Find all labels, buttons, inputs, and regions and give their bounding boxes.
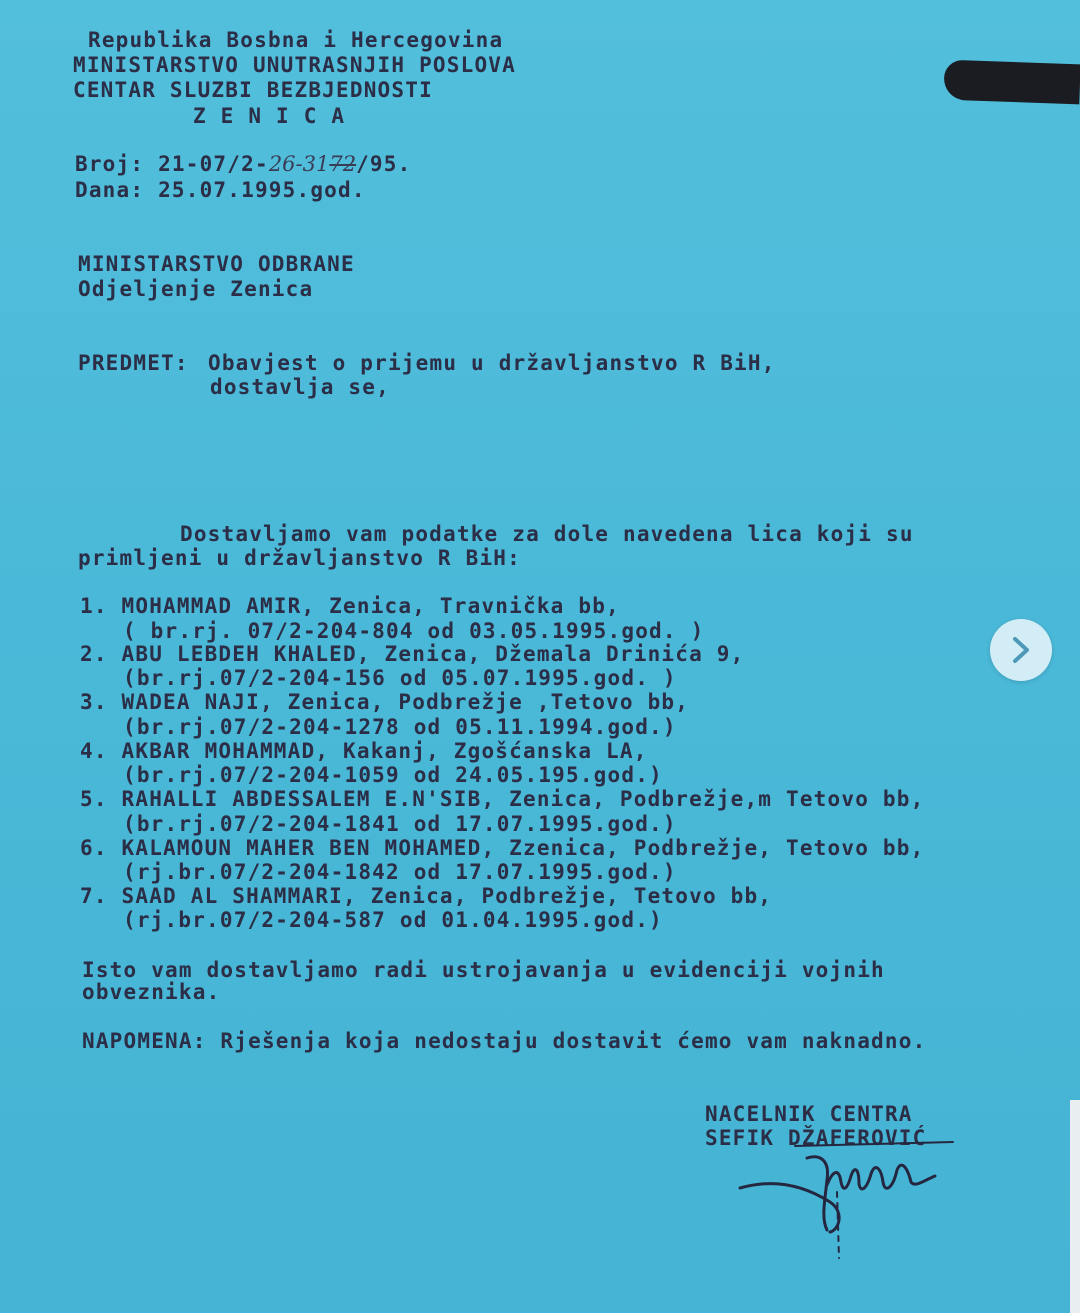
header-republic: Republika Bosbna i Hercegovina: [88, 28, 504, 52]
screen-edge-strip: [1070, 1100, 1080, 1313]
reference-date-label: Dana:: [75, 178, 145, 202]
chevron-right-icon: [1009, 636, 1033, 664]
reference-number-label: Broj:: [75, 152, 145, 176]
reference-number-handwritten-2: 72: [329, 152, 357, 176]
person-6-line2: (rj.br.07/2-204-1842 od 17.07.1995.god.): [123, 860, 677, 884]
person-1-line2: ( br.rj. 07/2-204-804 od 03.05.1995.god. ): [123, 619, 705, 643]
person-7-line2: (rj.br.07/2-204-587 od 01.04.1995.god.): [123, 908, 663, 932]
header-city: Z E N I C A: [193, 104, 346, 128]
person-2-line2: (br.rj.07/2-204-156 od 05.07.1995.god. ): [123, 666, 677, 690]
recipient-line1: MINISTARSTVO ODBRANE: [78, 252, 355, 276]
recipient-line2: Odjeljenje Zenica: [78, 277, 314, 301]
person-4-line1: 4. AKBAR MOHAMMAD, Kakanj, Zgošćanska LA,: [80, 739, 648, 763]
person-5-line2: (br.rj.07/2-204-1841 od 17.07.1995.god.): [123, 812, 677, 836]
person-4-line2: (br.rj.07/2-204-1059 od 24.05.195.god.): [123, 763, 663, 787]
reference-date: [75, 178, 366, 202]
handwritten-signature: [735, 1140, 965, 1260]
person-1-line1: 1. MOHAMMAD AMIR, Zenica, Travnička bb,: [80, 594, 620, 618]
signatory-name: SEFIK DŽAFEROVIĆ: [705, 1126, 927, 1150]
subject-line2: dostavlja se,: [210, 375, 390, 399]
closing-line1: Isto vam dostavljamo radi ustrojavanja u evidenciji vojnih: [82, 958, 885, 982]
note-text: NAPOMENA: Rješenja koja nedostaju dostavit ćemo vam naknadno.: [82, 1029, 927, 1053]
person-6-line1: 6. KALAMOUN MAHER BEN MOHAMED, Zzenica, Podbrežje, Tetovo bb,: [80, 836, 925, 860]
reference-number-prefix: 21-07/2-: [158, 152, 269, 176]
person-5-line1: 5. RAHALLI ABDESSALEM E.N'SIB, Zenica, Podbrežje,m Tetovo bb,: [80, 787, 925, 811]
signatory-title: NACELNIK CENTRA: [705, 1102, 913, 1126]
subject-label: PREDMET:: [78, 351, 189, 375]
person-2-line1: 2. ABU LEBDEH KHALED, Zenica, Džemala Drinića 9,: [80, 642, 745, 666]
closing-line2: obveznika.: [82, 980, 221, 1004]
person-7-line1: 7. SAAD AL SHAMMARI, Zenica, Podbrežje, Tetovo bb,: [80, 884, 773, 908]
reference-date-value: 25.07.1995.god.: [158, 178, 366, 202]
reference-number-handwritten: 26-31: [268, 152, 330, 176]
intro-line2: primljeni u državljanstvo R BiH:: [78, 546, 521, 570]
reference-number-suffix: /95.: [356, 152, 412, 176]
intro-line1: Dostavljamo vam podatke za dole navedena lica koji su: [180, 522, 914, 546]
header-center: CENTAR SLUZBI BEZBJEDNOSTI: [73, 78, 433, 102]
redaction-mark: [943, 60, 1080, 105]
person-3-line1: 3. WADEA NAJI, Zenica, Podbrežje ,Tetovo bb,: [80, 690, 690, 714]
subject-line1: Obavjest o prijemu u državljanstvo R BiH,: [208, 351, 776, 375]
header-ministry: MINISTARSTVO UNUTRASNJIH POSLOVA: [73, 53, 516, 77]
next-image-button[interactable]: [990, 619, 1052, 681]
person-3-line2: (br.rj.07/2-204-1278 od 05.11.1994.god.): [123, 715, 677, 739]
reference-number: [75, 152, 411, 176]
